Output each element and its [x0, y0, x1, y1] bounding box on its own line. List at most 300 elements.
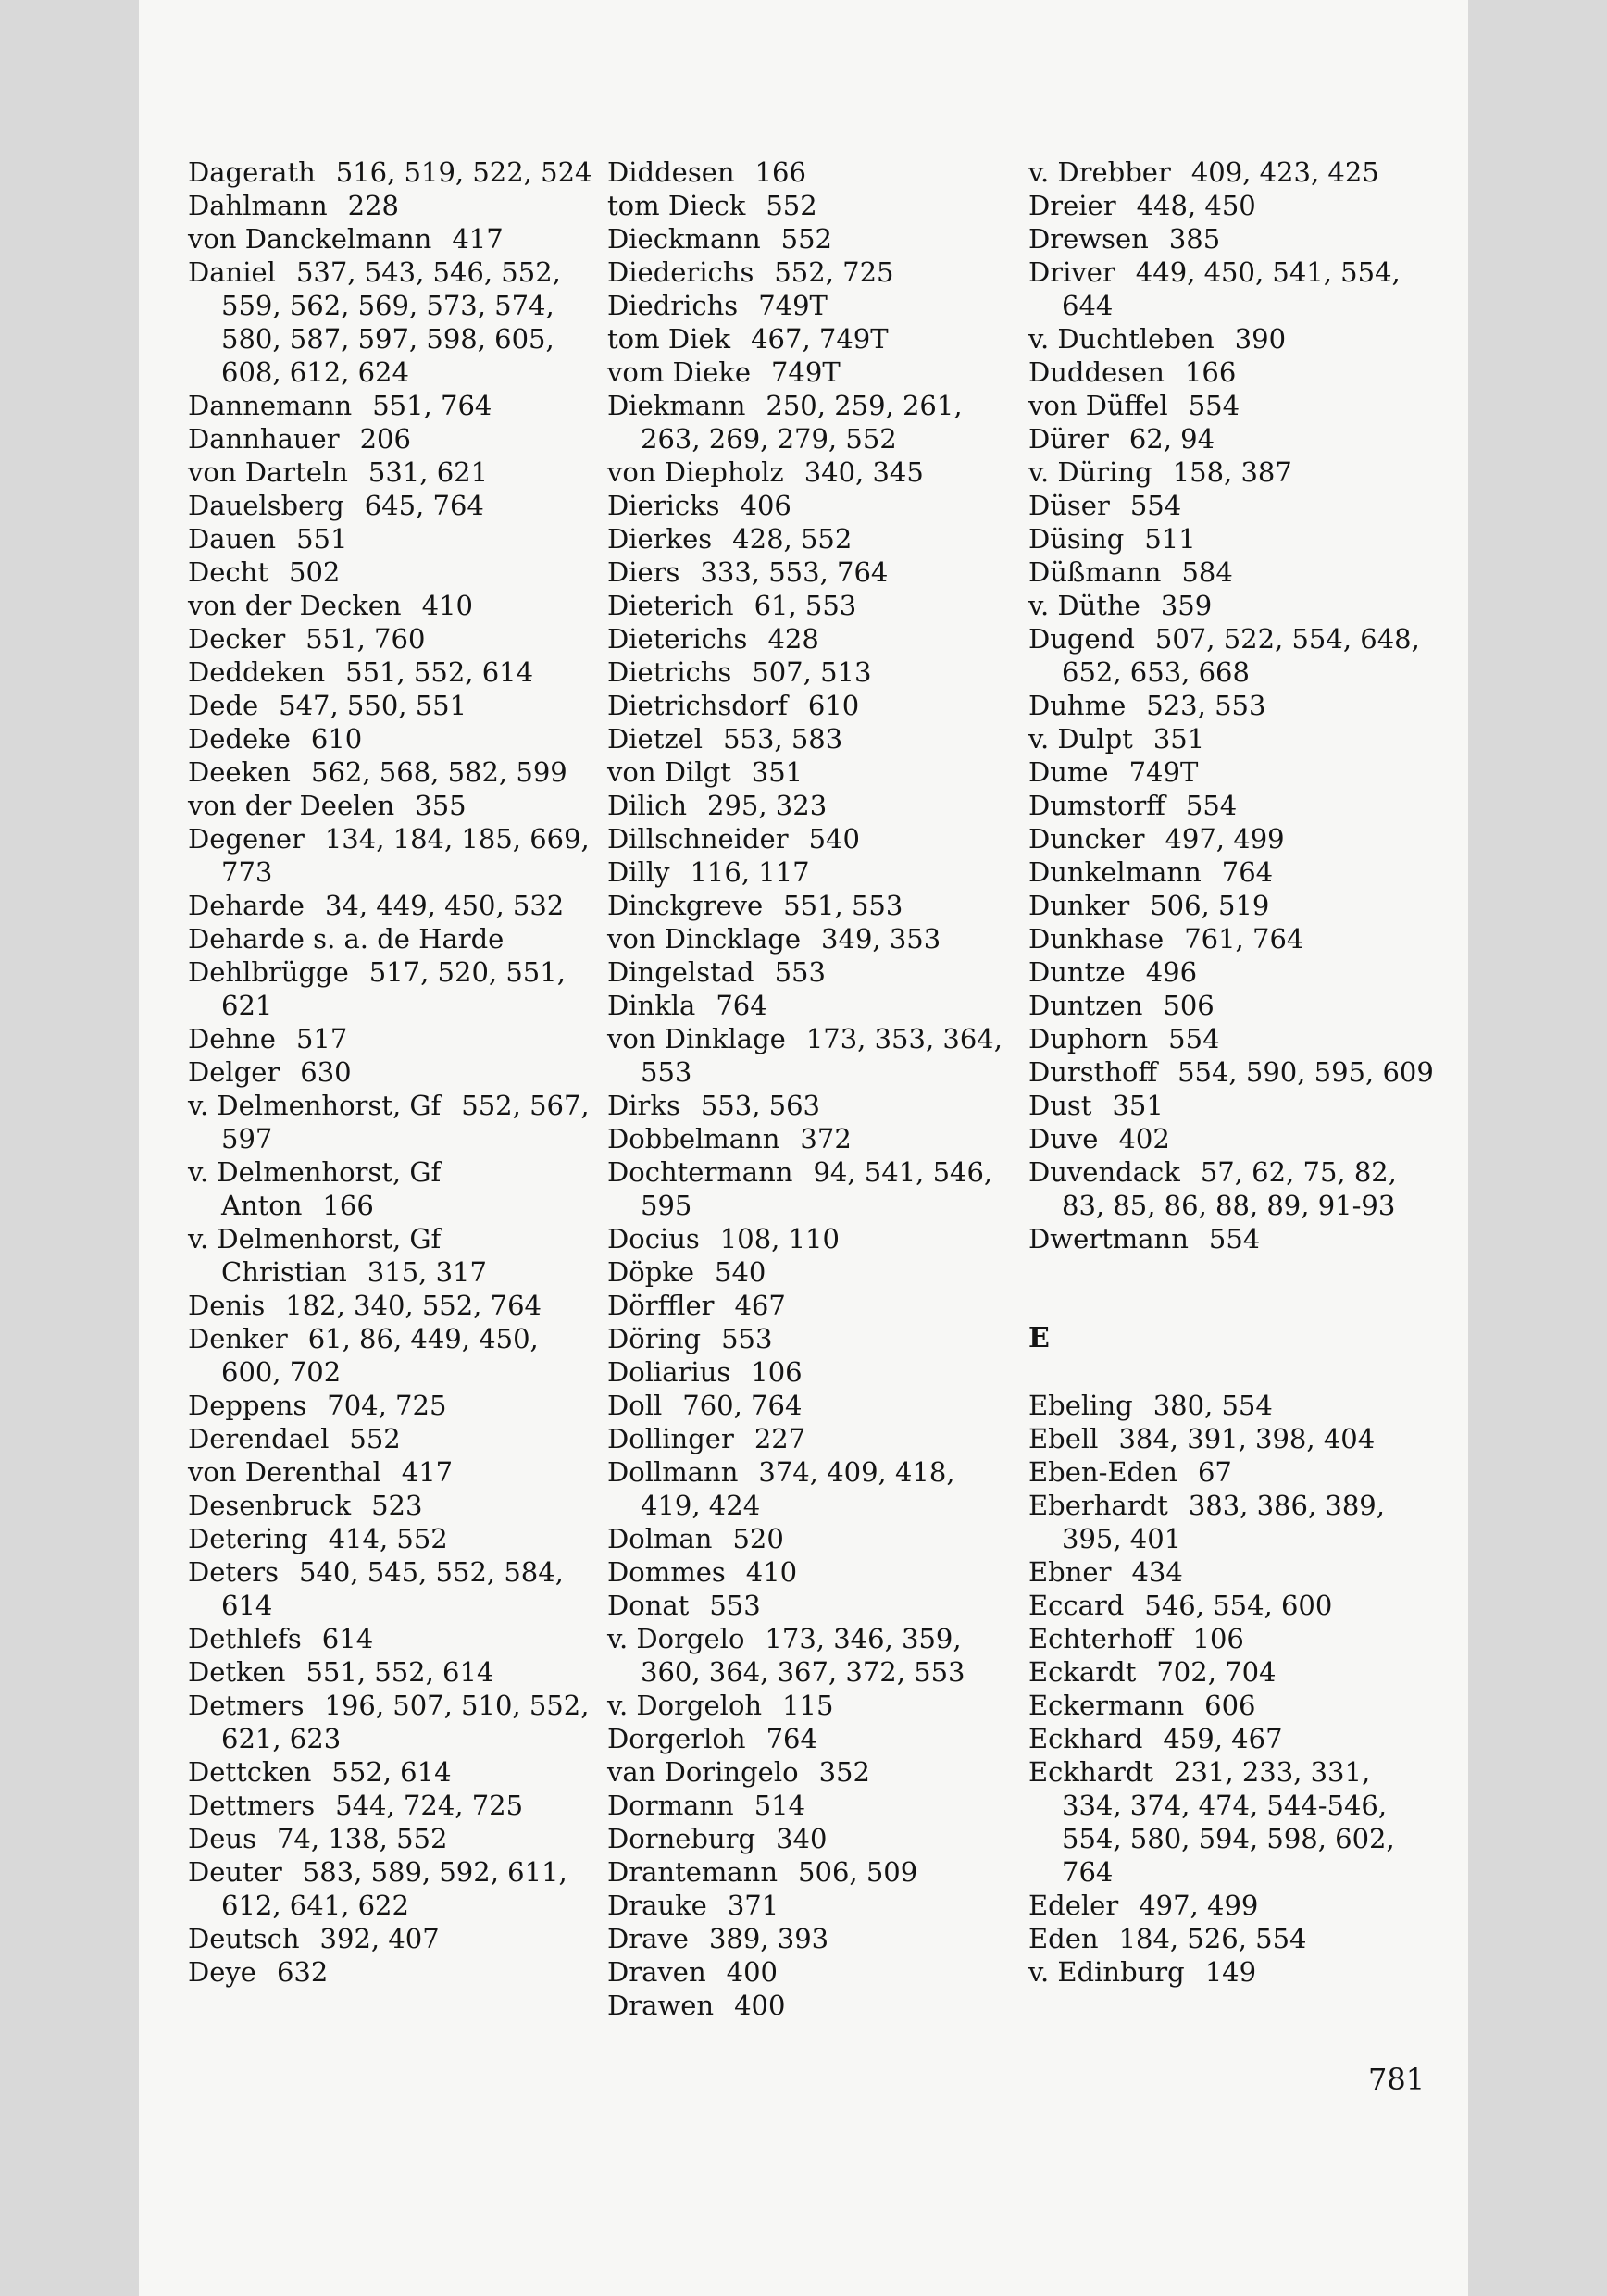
entry-page-refs: 551 [296, 523, 348, 555]
entry-page-refs: 606 [1204, 1690, 1256, 1721]
entry-name: Dollinger [607, 1423, 734, 1454]
entry-page-refs: 553, 563 [700, 1090, 820, 1121]
entry-page-refs: 390 [1234, 323, 1287, 355]
index-entry [607, 1755, 1015, 1789]
entry-page-refs: 507, 522, 554, 648, 652, 653, 668 [1062, 623, 1420, 688]
entry-name: Duvendack [1028, 1156, 1180, 1188]
entry-page-refs: 552 [766, 190, 817, 221]
entry-page-refs: 552 [780, 223, 833, 255]
index-entry [188, 689, 595, 722]
entry-page-refs: 506, 519 [1150, 890, 1270, 921]
entry-name: Dormann [607, 1790, 734, 1821]
entry-page-refs: 749T [758, 290, 828, 321]
index-entry [1028, 489, 1436, 522]
index-column-2 [607, 156, 1015, 2022]
entry-page-refs: 250, 259, 261, 263, 269, 279, 552 [641, 390, 963, 455]
index-entry [188, 1955, 595, 1989]
entry-page-refs: 467, 749T [751, 323, 889, 355]
entry-page-refs: 106 [1192, 1623, 1244, 1654]
entry-page-refs: 380, 554 [1152, 1390, 1273, 1421]
index-entry [188, 1289, 595, 1322]
entry-page-refs: 34, 449, 450, 532 [324, 890, 565, 921]
entry-page-refs: 166 [754, 156, 806, 188]
entry-page-refs: 400 [734, 1990, 786, 2021]
index-entry [188, 722, 595, 755]
entry-name: Dolman [607, 1523, 713, 1554]
index-column-3 [1028, 156, 1436, 1989]
entry-page-refs: 351 [1152, 723, 1205, 755]
entry-name: Deutsch [188, 1923, 300, 1954]
index-entry [188, 1522, 595, 1555]
index-entry [607, 1622, 1015, 1689]
entry-page-refs: 552 [349, 1423, 401, 1454]
index-entry [607, 522, 1015, 555]
index-entry [1028, 455, 1436, 489]
entry-page-refs: 506, 509 [798, 1856, 918, 1888]
entry-name: Diers [607, 556, 680, 588]
index-entry [607, 256, 1015, 289]
entry-name: Dunkelmann [1028, 856, 1202, 888]
entry-name: Deeken [188, 756, 291, 788]
index-entry [188, 1422, 595, 1455]
index-entry [607, 222, 1015, 256]
index-entry [607, 1022, 1015, 1089]
entry-name: Dommes [607, 1556, 726, 1588]
index-entry [188, 1689, 595, 1755]
entry-name: Denis [188, 1290, 266, 1321]
entry-page-refs: 540 [808, 823, 860, 855]
entry-name: v. Delmenhorst, Gf Christian [188, 1223, 442, 1288]
entry-name: Dunker [1028, 890, 1130, 921]
index-entry [188, 1322, 595, 1389]
entry-name: Doliarius [607, 1356, 731, 1388]
entry-page-refs: 516, 519, 522, 524 [335, 156, 592, 188]
entry-name: Drave [607, 1923, 689, 1954]
entry-name: Dietrichs [607, 656, 732, 688]
entry-page-refs: 448, 450 [1136, 190, 1256, 221]
entry-page-refs: 184, 526, 554 [1118, 1923, 1307, 1954]
index-entry [607, 1089, 1015, 1122]
index-entry [1028, 156, 1436, 189]
entry-page-refs: 352 [818, 1756, 870, 1788]
index-entry [607, 489, 1015, 522]
index-entry [1028, 555, 1436, 589]
entry-name: von Dincklage [607, 923, 802, 955]
entry-page-refs: 562, 568, 582, 599 [311, 756, 567, 788]
entry-name: Edeler [1028, 1890, 1119, 1921]
entry-page-refs: 115 [782, 1690, 834, 1721]
entry-page-refs: 351 [751, 756, 804, 788]
entry-name: Dursthoff [1028, 1056, 1158, 1088]
entry-name: Docius [607, 1223, 700, 1254]
entry-name: Driver [1028, 256, 1115, 288]
index-entry [1028, 989, 1436, 1022]
entry-name: Drawen [607, 1990, 715, 2021]
entry-name: Draven [607, 1956, 706, 1988]
entry-page-refs: 645, 764 [364, 490, 484, 521]
entry-page-refs: 428 [767, 623, 819, 655]
entry-page-refs: 173, 346, 359, 360, 364, 367, 372, 553 [641, 1623, 965, 1688]
entry-name: Desenbruck [188, 1490, 352, 1521]
index-entry [188, 1055, 595, 1089]
index-entry [1028, 722, 1436, 755]
entry-name: Drantemann [607, 1856, 779, 1888]
entry-page-refs: 497, 499 [1165, 823, 1285, 855]
entry-name: Dietzel [607, 723, 704, 755]
entry-name: Dust [1028, 1090, 1092, 1121]
index-entry [188, 189, 595, 222]
entry-page-refs: 497, 499 [1139, 1890, 1259, 1921]
entry-name: van Doringelo [607, 1756, 799, 1788]
index-entry [1028, 1222, 1436, 1255]
entry-name: Drauke [607, 1890, 707, 1921]
index-entry [188, 1489, 595, 1522]
entry-name: Dedeke [188, 723, 291, 755]
entry-page-refs: 554 [1188, 390, 1240, 421]
entry-page-refs: 340, 345 [804, 456, 924, 488]
entry-page-refs: 459, 467 [1163, 1723, 1283, 1754]
index-entry [607, 1389, 1015, 1422]
index-entry [607, 1455, 1015, 1522]
index-entry [188, 389, 595, 422]
index-entry [607, 1355, 1015, 1389]
index-entry [607, 1555, 1015, 1589]
index-entry [188, 489, 595, 522]
entry-page-refs: 166 [1184, 356, 1237, 388]
entry-name: Duncker [1028, 823, 1145, 855]
entry-name: Echterhoff [1028, 1623, 1173, 1654]
index-entry [607, 1589, 1015, 1622]
entry-name: Duntze [1028, 956, 1126, 988]
entry-name: Doll [607, 1390, 663, 1421]
entry-page-refs: 610 [807, 690, 860, 721]
index-entry [607, 789, 1015, 822]
entry-name: Dede [188, 690, 259, 721]
index-entry [1028, 689, 1436, 722]
index-entry [1028, 1089, 1436, 1122]
entry-name: Dahlmann [188, 190, 328, 221]
entry-page-refs: 523 [371, 1490, 423, 1521]
entry-name: Daniel [188, 256, 276, 288]
index-entry [1028, 589, 1436, 622]
entry-name: Deharde s. a. de Harde [188, 923, 505, 955]
entry-page-refs: 417 [401, 1456, 454, 1488]
index-entry [188, 1455, 595, 1489]
entry-name: von Darteln [188, 456, 348, 488]
index-entry [1028, 922, 1436, 955]
index-entry [607, 1222, 1015, 1255]
index-entry [188, 222, 595, 256]
index-entry [1028, 1955, 1436, 1989]
entry-page-refs: 196, 507, 510, 552, 621, 623 [221, 1690, 590, 1754]
index-entry [607, 455, 1015, 489]
entry-page-refs: 384, 391, 398, 404 [1118, 1423, 1376, 1454]
entry-page-refs: 295, 323 [707, 790, 828, 821]
entry-name: v. Duchtleben [1028, 323, 1215, 355]
entry-page-refs: 511 [1144, 523, 1196, 555]
index-entry [607, 356, 1015, 389]
entry-name: Dochtermann [607, 1156, 793, 1188]
entry-page-refs: 551, 552, 614 [305, 1656, 494, 1688]
index-entry [188, 1022, 595, 1055]
entry-name: Dettmers [188, 1790, 316, 1821]
entry-page-refs: 57, 62, 75, 82, 83, 85, 86, 88, 89, 91-93 [1062, 1156, 1397, 1221]
entry-page-refs: 517, 520, 551, 621 [221, 956, 566, 1021]
index-entry [1028, 855, 1436, 889]
index-entry [188, 922, 595, 955]
index-entry [1028, 256, 1436, 322]
entry-name: Duhme [1028, 690, 1127, 721]
index-entry [1028, 422, 1436, 455]
entry-name: Decker [188, 623, 286, 655]
entry-name: Drewsen [1028, 223, 1149, 255]
entry-name: Dethlefs [188, 1623, 302, 1654]
entry-name: Düser [1028, 490, 1110, 521]
index-entry [188, 1789, 595, 1822]
index-entry [1028, 1389, 1436, 1422]
entry-page-refs: 389, 393 [708, 1923, 829, 1954]
index-entry [607, 1322, 1015, 1355]
index-entry [1028, 955, 1436, 989]
index-entry [188, 789, 595, 822]
entry-page-refs: 467 [734, 1290, 786, 1321]
index-entry [188, 622, 595, 655]
index-entry [1028, 356, 1436, 389]
entry-name: Eben-Eden [1028, 1456, 1177, 1488]
index-entry [607, 156, 1015, 189]
index-entry [607, 955, 1015, 989]
index-entry [607, 555, 1015, 589]
entry-page-refs: 551, 764 [372, 390, 492, 421]
index-entry [188, 889, 595, 922]
index-entry [607, 622, 1015, 655]
entry-name: v. Edinburg [1028, 1956, 1185, 1988]
entry-name: vom Dieke [607, 356, 751, 388]
entry-name: von Danckelmann [188, 223, 432, 255]
index-entry [188, 589, 595, 622]
index-entry [607, 1122, 1015, 1155]
entry-name: Dettcken [188, 1756, 312, 1788]
entry-page-refs: 546, 554, 600 [1144, 1590, 1333, 1621]
index-entry [1028, 889, 1436, 922]
index-entry [1028, 755, 1436, 789]
entry-page-refs: 764 [1221, 856, 1274, 888]
entry-page-refs: 434 [1131, 1556, 1183, 1588]
entry-page-refs: 106 [751, 1356, 803, 1388]
entry-page-refs: 610 [310, 723, 363, 755]
index-entry [1028, 1555, 1436, 1589]
entry-page-refs: 409, 423, 425 [1190, 156, 1379, 188]
entry-page-refs: 614 [321, 1623, 374, 1654]
entry-name: Deters [188, 1556, 279, 1588]
entry-name: Diericks [607, 490, 720, 521]
index-entry [1028, 1022, 1436, 1055]
entry-page-refs: 206 [359, 423, 411, 455]
entry-page-refs: 554 [1185, 790, 1238, 821]
entry-name: Decht [188, 556, 268, 588]
index-entry [607, 722, 1015, 755]
entry-page-refs: 749T [770, 356, 841, 388]
index-entry [1028, 1922, 1436, 1955]
entry-name: Dinkla [607, 990, 696, 1021]
entry-page-refs: 227 [754, 1423, 806, 1454]
index-entry [607, 1889, 1015, 1922]
index-entry [607, 1955, 1015, 1989]
entry-page-refs: 410 [745, 1556, 798, 1588]
entry-page-refs: 506 [1163, 990, 1215, 1021]
entry-page-refs: 632 [276, 1956, 329, 1988]
entry-name: v. Delmenhorst, Gf Anton [188, 1156, 442, 1221]
index-entry [1028, 1055, 1436, 1089]
index-entry [188, 1089, 595, 1155]
entry-page-refs: 61, 553 [754, 590, 857, 621]
index-entry [1028, 822, 1436, 855]
entry-name: Dinckgreve [607, 890, 764, 921]
entry-page-refs: 552, 725 [774, 256, 894, 288]
entry-name: Delger [188, 1056, 280, 1088]
entry-page-refs: 553 [721, 1323, 773, 1354]
entry-page-refs: 496 [1145, 956, 1198, 988]
index-entry [1028, 1655, 1436, 1689]
index-entry [188, 655, 595, 689]
index-entry [188, 1222, 595, 1289]
entry-name: Dirks [607, 1090, 680, 1121]
entry-name: v. Düthe [1028, 590, 1140, 621]
entry-page-refs: 507, 513 [752, 656, 872, 688]
entry-page-refs: 417 [452, 223, 504, 255]
entry-name: Dreier [1028, 190, 1116, 221]
entry-name: Eckhard [1028, 1723, 1143, 1754]
index-entry [1028, 522, 1436, 555]
entry-page-refs: 749T [1128, 756, 1199, 788]
entry-name: Dieterichs [607, 623, 748, 655]
entry-page-refs: 372 [800, 1123, 852, 1154]
entry-name: von Derenthal [188, 1456, 381, 1488]
index-entry [607, 1922, 1015, 1955]
entry-page-refs: 551, 760 [305, 623, 426, 655]
entry-name: Dilly [607, 856, 670, 888]
entry-page-refs: 385 [1168, 223, 1221, 255]
entry-page-refs: 62, 94 [1128, 423, 1215, 455]
index-entry [607, 1422, 1015, 1455]
entry-page-refs: 502 [289, 556, 341, 588]
entry-page-refs: 410 [421, 590, 473, 621]
entry-name: Eckermann [1028, 1690, 1185, 1721]
entry-name: Duve [1028, 1123, 1099, 1154]
index-entry [188, 955, 595, 1022]
index-entry [607, 289, 1015, 322]
entry-name: Deuter [188, 1856, 282, 1888]
index-entry [607, 822, 1015, 855]
entry-page-refs: 553 [709, 1590, 761, 1621]
index-entry [607, 322, 1015, 356]
entry-page-refs: 540, 545, 552, 584, 614 [221, 1556, 564, 1621]
entry-page-refs: 449, 450, 541, 554, 644 [1062, 256, 1401, 321]
entry-page-refs: 764 [716, 990, 767, 1021]
entry-page-refs: 231, 233, 331, 334, 374, 474, 544-546, 554, 580, 594, 598, 602, 764 [1062, 1756, 1395, 1888]
entry-page-refs: 551, 553 [783, 890, 903, 921]
entry-name: Dugend [1028, 623, 1135, 655]
entry-page-refs: 406 [740, 490, 791, 521]
index-entry [1028, 1889, 1436, 1922]
index-entry [1028, 1489, 1436, 1555]
entry-name: Dauelsberg [188, 490, 344, 521]
entry-name: von Düffel [1028, 390, 1168, 421]
index-entry [1028, 222, 1436, 256]
entry-name: Deppens [188, 1390, 307, 1421]
entry-page-refs: 553, 583 [723, 723, 843, 755]
index-entry [188, 156, 595, 189]
entry-name: Deus [188, 1823, 256, 1854]
entry-name: Dietrichsdorf [607, 690, 788, 721]
entry-name: Duddesen [1028, 356, 1165, 388]
entry-page-refs: 517 [295, 1023, 348, 1054]
entry-page-refs: 764 [766, 1723, 817, 1754]
entry-page-refs: 520 [732, 1523, 784, 1554]
entry-name: Dume [1028, 756, 1109, 788]
index-entry [607, 1689, 1015, 1722]
entry-name: Derendael [188, 1423, 330, 1454]
entry-name: Diddesen [607, 156, 735, 188]
entry-name: Deye [188, 1956, 256, 1988]
index-entry [188, 522, 595, 555]
entry-page-refs: 349, 353 [821, 923, 941, 955]
entry-page-refs: 554 [1129, 490, 1182, 521]
index-entry [188, 256, 595, 389]
entry-name: von der Deelen [188, 790, 395, 821]
index-entry [607, 922, 1015, 955]
entry-page-refs: 61, 86, 449, 450, 600, 702 [221, 1323, 539, 1388]
index-entry [188, 1655, 595, 1689]
entry-name: Dierkes [607, 523, 713, 555]
index-entry [1028, 1755, 1436, 1889]
index-entry [607, 889, 1015, 922]
entry-name: Düßmann [1028, 556, 1162, 588]
entry-page-refs: 554 [1208, 1223, 1261, 1254]
entry-page-refs: 702, 704 [1156, 1656, 1277, 1688]
entry-name: Deharde [188, 890, 305, 921]
entry-page-refs: 392, 407 [319, 1923, 440, 1954]
entry-page-refs: 630 [300, 1056, 352, 1088]
index-entry [607, 1155, 1015, 1222]
entry-page-refs: 315, 317 [367, 1256, 487, 1288]
entry-page-refs: 182, 340, 552, 764 [285, 1290, 542, 1321]
entry-name: Duntzen [1028, 990, 1143, 1021]
entry-page-refs: 116, 117 [690, 856, 810, 888]
section-letter-heading: E [1028, 1322, 1050, 1354]
entry-name: Diekmann [607, 390, 746, 421]
index-entry [188, 755, 595, 789]
entry-name: Dannhauer [188, 423, 340, 455]
entry-name: Eckhardt [1028, 1756, 1154, 1788]
entry-name: Ebner [1028, 1556, 1112, 1588]
entry-name: v. Dorgeloh [607, 1690, 763, 1721]
entry-page-refs: 74, 138, 552 [276, 1823, 448, 1854]
entry-name: Detering [188, 1523, 308, 1554]
entry-name: Diedrichs [607, 290, 739, 321]
entry-name: Dehlbrügge [188, 956, 349, 988]
entry-page-refs: 402 [1118, 1123, 1170, 1154]
entry-name: Detken [188, 1656, 286, 1688]
entry-name: Dehne [188, 1023, 276, 1054]
entry-name: von der Decken [188, 590, 402, 621]
entry-page-refs: 355 [415, 790, 467, 821]
entry-name: Dörffler [607, 1290, 715, 1321]
index-entry [607, 1522, 1015, 1555]
entry-page-refs: 94, 541, 546, 595 [641, 1156, 993, 1221]
entry-name: Ebell [1028, 1423, 1099, 1454]
entry-name: Deddeken [188, 656, 326, 688]
